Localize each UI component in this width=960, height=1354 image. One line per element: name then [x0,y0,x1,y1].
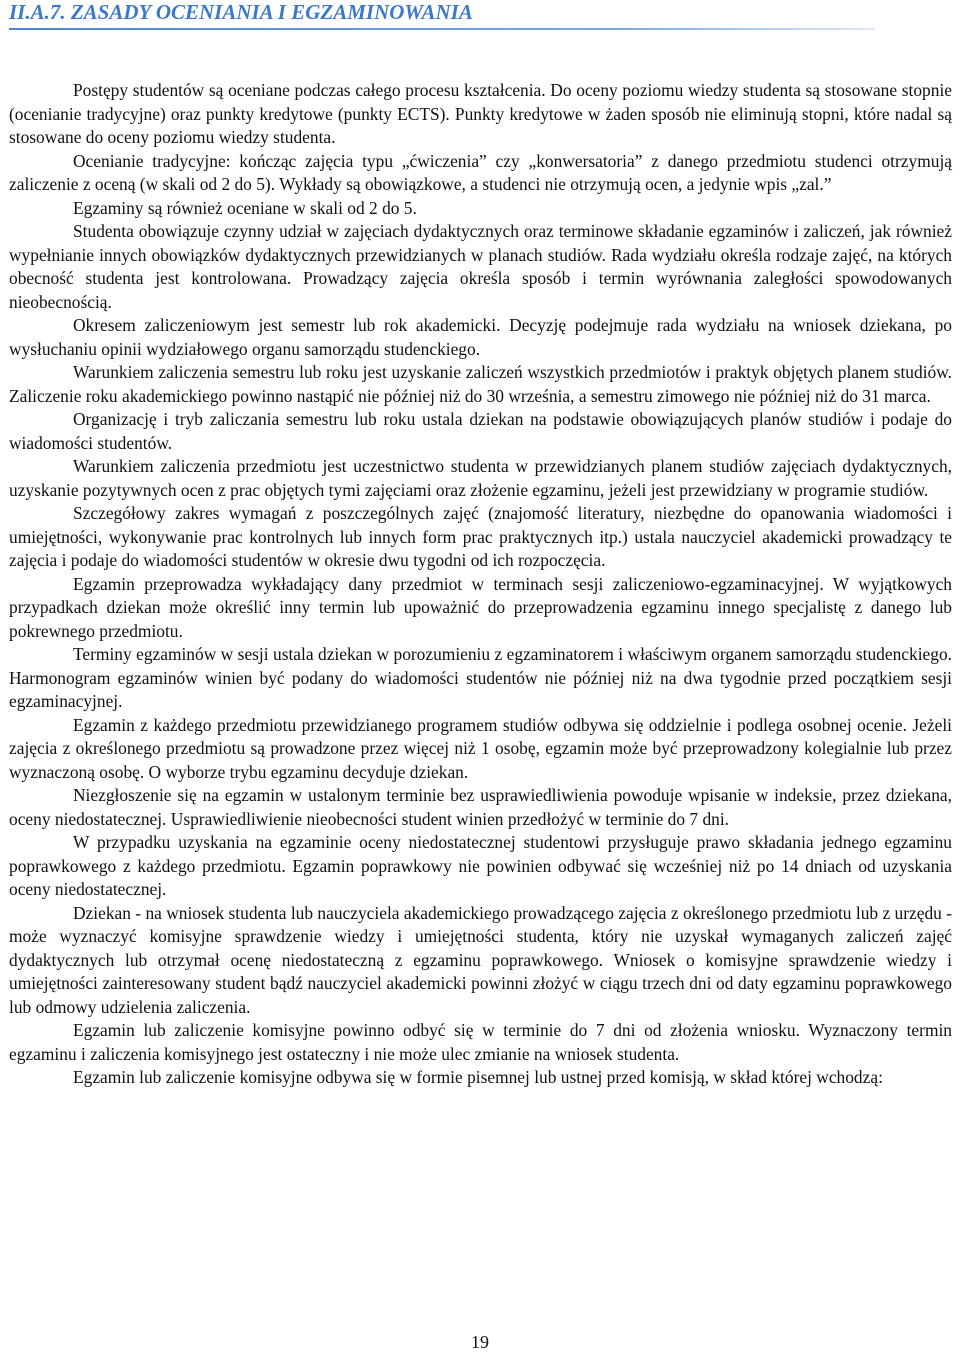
paragraph: Egzamin przeprowadza wykładający dany przedmiot w terminach sesji zaliczeniowo-egzaminacyjnej. W wyjątkowych przypadkach dziekan może określić inny termin lub upoważnić do przeprowadzenia egzaminu innego specjalistę z danego lub pokrewnego przedmiotu. [9,573,952,641]
paragraph: Organizację i tryb zaliczania semestru lub roku ustala dziekan na podstawie obowiązujących planów studiów i podaje do wiadomości studentów. [9,409,952,453]
paragraph: Postępy studentów są oceniane podczas całego procesu kształcenia. Do oceny poziomu wiedzy studenta są stosowane stopnie (ocenianie tradycyjne) oraz punkty kredytowe (punkty ECTS). Punkty kredytowe w żaden sposób nie eliminują stopni, które nadal są stosowane do oceny poziomu wiedzy studenta. [9,80,952,147]
paragraph: Egzamin z każdego przedmiotu przewidzianego programem studiów odbywa się oddzielnie i podlega osobnej ocenie. Jeżeli zajęcia z określonego przedmiotu są prowadzone przez więcej niż 1 osobę, egzamin może być przeprowadzony kolegialnie lub przez wyznaczoną osobę. O wyborze trybu egzaminu decyduje dziekan. [9,714,952,782]
paragraph: Warunkiem zaliczenia semestru lub roku jest uzyskanie zaliczeń wszystkich przedmiotów i praktyk objętych planem studiów. Zaliczenie roku akademickiego powinno nastąpić nie później niż do 30 września, a semestru zimowego nie później niż do 31 marca. [9,362,952,406]
paragraph: W przypadku uzyskania na egzaminie oceny niedostatecznej studentowi przysługuje prawo składania jednego egzaminu poprawkowego z każdego przedmiotu. Egzamin poprawkowy nie powinien odbywać się wcześniej niż po 14 dniach od uzyskania oceny niedostatecznej. [9,832,952,899]
paragraph: Egzamin lub zaliczenie komisyjne powinno odbyć się w terminie do 7 dni od złożenia wniosku. Wyznaczony termin egzaminu i zaliczenia komisyjnego jest ostateczny i nie może ulec zmianie na wniosek studenta. [9,1020,952,1064]
paragraph: Szczegółowy zakres wymagań z poszczególnych zajęć (znajomość literatury, niezbędne do opanowania wiadomości i umiejętności, wykonywanie prac kontrolnych lub innych form prac praktycznych itp.) ustala nauczyciel akademicki prowadzący te zajęcia i podaje do wiadomości studentów w okresie dwu tygodni od ich rozpoczęcia. [9,503,952,570]
paragraph: Dziekan - na wniosek studenta lub nauczyciela akademickiego prowadzącego zajęcia z określonego przedmiotu lub z urzędu - może wyznaczyć komisyjne sprawdzenie wiedzy i umiejętności studenta, który nie uzyskał wymaganych zaliczeń zajęć dydaktycznych lub otrzymał ocenę niedostateczną z egzaminu poprawkowego. Wniosek o komisyjne sprawdzenie wiedzy i umiejętności zainteresowany student bądź nauczyciel akademicki powinni złożyć w ciągu trzech dni od daty egzaminu poprawkowego lub odmowy udzielenia zaliczenia. [9,902,952,1017]
paragraph: Warunkiem zaliczenia przedmiotu jest uczestnictwo studenta w przewidzianych planem studiów zajęciach dydaktycznych, uzyskanie pozytywnych ocen z prac objętych tymi zajęciami oraz złożenie egzaminu, jeżeli jest przewidziany w programie studiów. [9,456,952,500]
paragraph: Studenta obowiązuje czynny udział w zajęciach dydaktycznych oraz terminowe składanie egzaminów i zaliczeń, jak również wypełnianie innych obowiązków dydaktycznych przewidzianych w planach studiów. Rada wydziału określa rodzaje zajęć, na których obecność studenta jest kontrolowana. Prowadzący zajęcia określa sposób i termin wyrównania zaległości spowodowanych nieobecnością. [9,221,952,312]
section-title: II.A.7. ZASADY OCENIANIA I EGZAMINOWANIA [9,0,473,24]
document-body [9,79,952,1090]
paragraph: Egzaminy są również oceniane w skali od 2 do 5. [73,197,417,218]
paragraph: Egzamin lub zaliczenie komisyjne odbywa się w formie pisemnej lub ustnej przed komisją, w skład której wchodzą: [73,1067,883,1087]
paragraph: Terminy egzaminów w sesji ustala dziekan w porozumieniu z egzaminatorem i właściwym organem samorządu studenckiego. Harmonogram egzaminów winien być podany do wiadomości studentów nie później niż na dwa tygodnie przed początkiem sesji egzaminacyjnej. [9,644,952,711]
paragraph: Niezgłoszenie się na egzamin w ustalonym terminie bez usprawiedliwienia powoduje wpisanie w indeksie, przez dziekana, oceny niedostatecznej. Usprawiedliwienie nieobecności student winien przedłożyć w terminie do 7 dni. [9,785,952,829]
paragraph: Okresem zaliczeniowym jest semestr lub rok akademicki. Decyzję podejmuje rada wydziału na wniosek dziekana, po wysłuchaniu opinii wydziałowego organu samorządu studenckiego. [9,315,952,359]
page-number: 19 [471,1332,489,1352]
title-underline [9,28,875,30]
paragraph: Ocenianie tradycyjne: kończąc zajęcia typu „ćwiczenia” czy „konwersatoria” z danego przedmiotu studenci otrzymują zaliczenie z oceną (w skali od 2 do 5). Wykłady są obowiązkowe, a studenci nie otrzymują ocen, a jedynie wpis „zal.” [9,150,952,194]
